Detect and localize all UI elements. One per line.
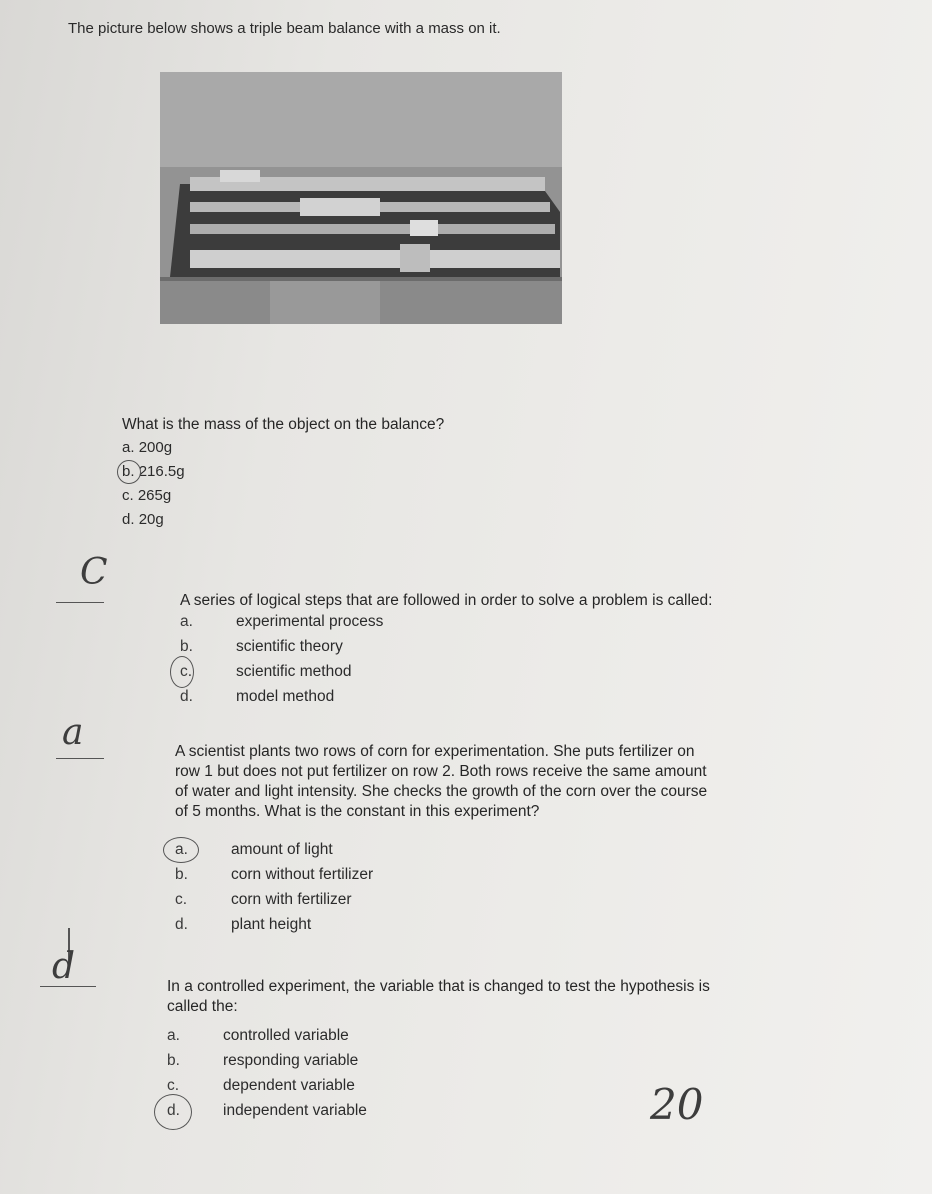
q3-stem: A scientist plants two rows of corn for experimentation. She puts fertilizer on row 1 but does not put fertilizer on row 2. Both rows receive the same amount of water and light intensity. She checks the growth of the corn over the course of 5 months. What is the constant in this experiment? bbox=[175, 743, 708, 820]
q3-options bbox=[175, 837, 373, 937]
q3-answer-blank bbox=[56, 758, 104, 759]
q3-option-c[interactable]: c. corn with fertilizer bbox=[175, 891, 352, 908]
q3-option-b[interactable]: b. corn without fertilizer bbox=[175, 866, 374, 883]
q4-option-c[interactable]: c. dependent variable bbox=[167, 1077, 355, 1094]
q2-answer-circle bbox=[170, 656, 194, 688]
q1-option-b[interactable]: b. 216.5g bbox=[122, 463, 185, 480]
q3-answer-circle bbox=[163, 837, 199, 863]
triple-beam-balance-image bbox=[160, 72, 562, 324]
q4-option-a[interactable]: a. controlled variable bbox=[167, 1027, 349, 1044]
q2-option-c[interactable]: c. scientific method bbox=[180, 663, 352, 680]
q3-handwritten-answer: a bbox=[62, 712, 84, 753]
q1-option-c[interactable]: c. 265g bbox=[122, 487, 172, 504]
q4-answer-circle bbox=[154, 1094, 192, 1130]
q2-handwritten-answer: C bbox=[80, 552, 108, 593]
balance-photo bbox=[160, 72, 562, 324]
q4-option-b[interactable]: b. responding variable bbox=[167, 1052, 359, 1069]
q1-stem: What is the mass of the object on the balance? bbox=[122, 416, 445, 433]
q2-options bbox=[180, 609, 383, 709]
q2-option-a[interactable]: a. experimental process bbox=[180, 613, 384, 630]
q2-option-d[interactable]: d. model method bbox=[180, 688, 335, 705]
q4-options bbox=[167, 1023, 367, 1123]
q2-option-b[interactable]: b. scientific theory bbox=[180, 638, 343, 655]
q3-option-a[interactable]: a. amount of light bbox=[175, 841, 333, 858]
q4-stem: In a controlled experiment, the variable that is changed to test the hypothesis is called the: bbox=[167, 978, 710, 1015]
q1-option-a[interactable]: a. 200g bbox=[122, 439, 173, 456]
q1-answer-circle bbox=[117, 460, 141, 484]
intro-text: The picture below shows a triple beam balance with a mass on it. bbox=[68, 20, 501, 37]
q3-option-d[interactable]: d. plant height bbox=[175, 916, 312, 933]
q4-handwritten-answer: d bbox=[52, 946, 76, 987]
q1-option-d[interactable]: d. 20g bbox=[122, 511, 164, 528]
q1-options bbox=[122, 436, 185, 532]
q2-stem: A series of logical steps that are followed in order to solve a problem is called: bbox=[180, 592, 713, 609]
q4-answer-blank bbox=[40, 986, 96, 987]
q4-option-d[interactable]: d. independent variable bbox=[167, 1102, 367, 1119]
score-mark: 20 bbox=[650, 1080, 704, 1129]
q2-answer-blank bbox=[56, 602, 104, 603]
